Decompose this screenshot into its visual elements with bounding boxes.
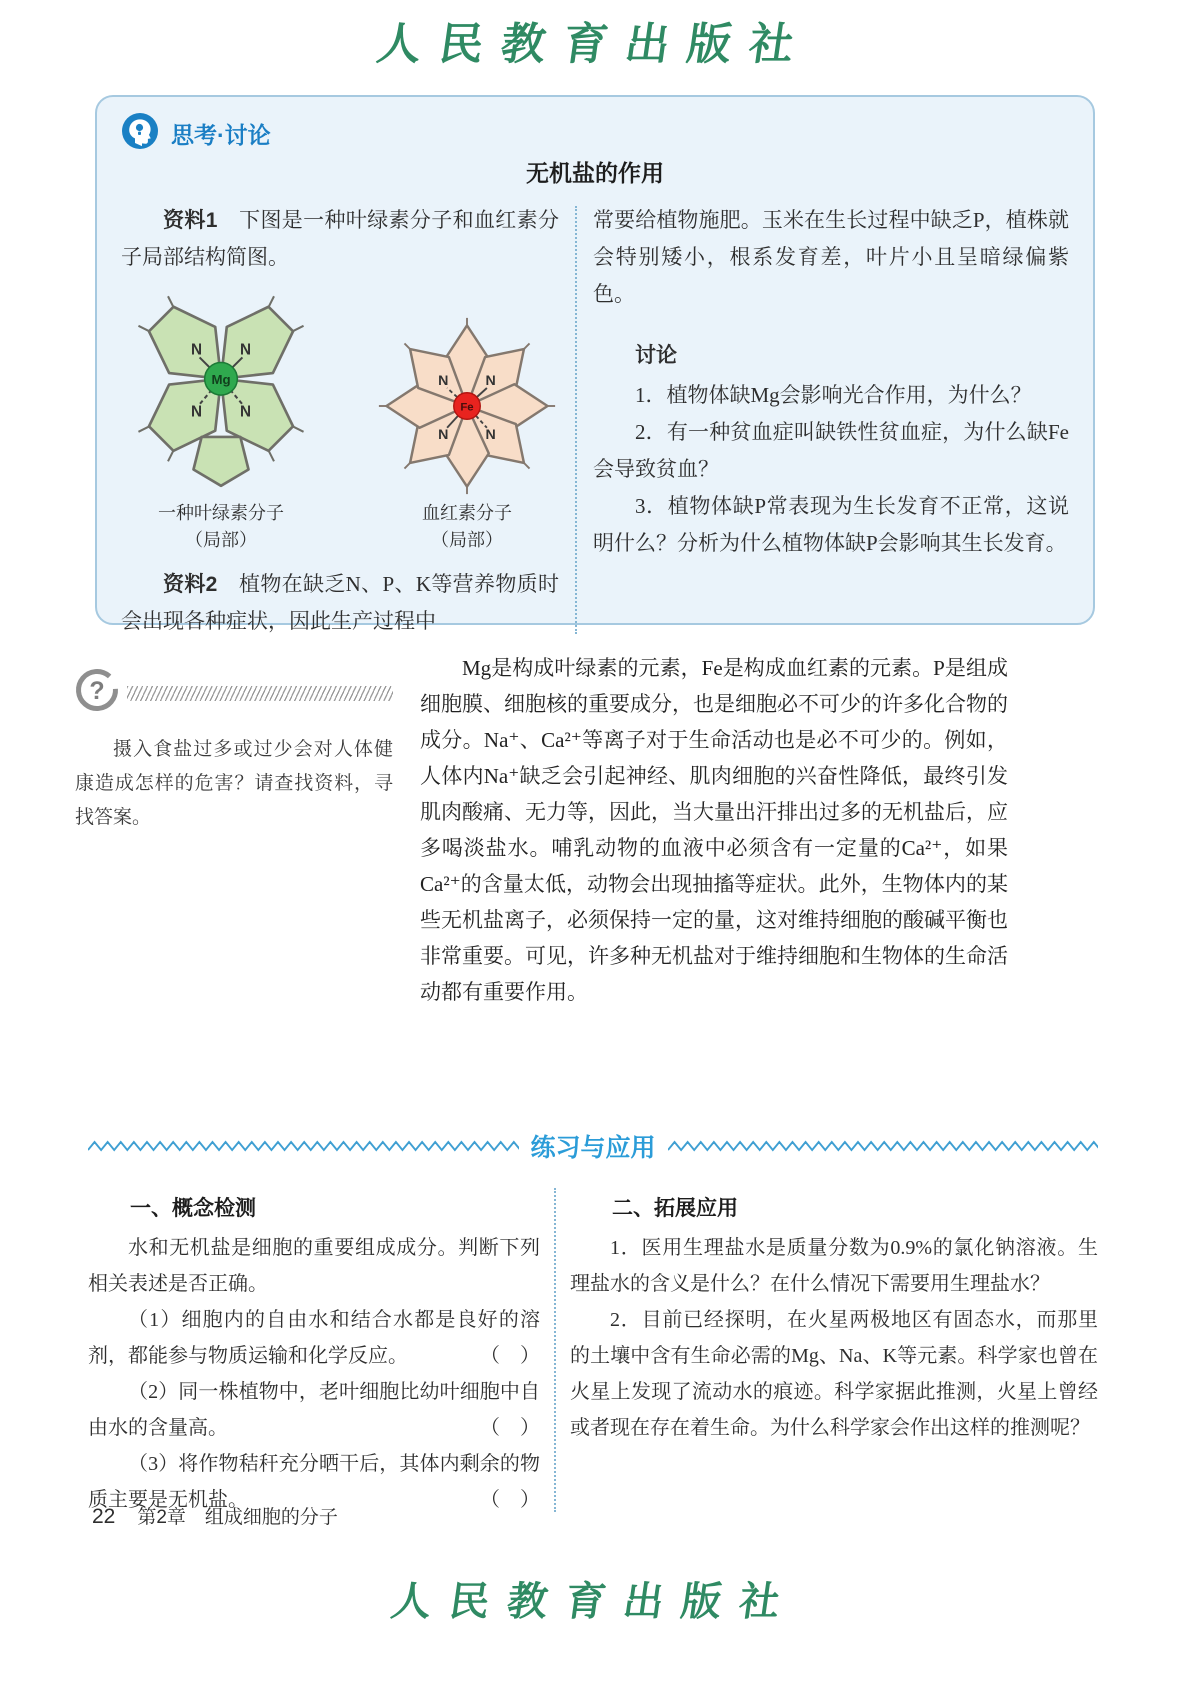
publisher-logo-bottom: 人民教育出版社	[388, 1578, 801, 1625]
question-mark-icon	[75, 668, 119, 717]
publisher-logo-top: 人民教育出版社	[373, 19, 815, 70]
concept-check-column	[88, 1182, 540, 1518]
concept-check-intro: 水和无机盐是细胞的重要组成成分。判断下列相关表述是否正确。	[88, 1237, 540, 1295]
side-query-block	[75, 668, 393, 835]
hatch-rule	[127, 686, 393, 701]
extension-item-2: 2．目前已经探明，在火星两极地区有固态水，而那里的土壤中含有生命必需的Mg、Na、K等元素。科学家也曾在火星上发现了流动水的痕迹。科学家据此推测，火星上曾经或者现在存在着生命。为什么科学家会作出这样的推测呢？	[570, 1309, 1098, 1439]
extension-item-1: 1．医用生理盐水是质量分数为0.9%的氯化钠溶液。生理盐水的含义是什么？在什么情况下需要用生理盐水？	[570, 1237, 1098, 1295]
discussion-question-2: 2．有一种贫血症叫缺铁性贫血症，为什么缺Fe会导致贫血？	[593, 420, 1069, 481]
concept-check-item-3: （3）将作物秸秆充分晒干后，其体内剩余的物质主要是无机盐。 （ ）	[88, 1446, 540, 1518]
n-atom-label: N	[485, 427, 496, 444]
material2-label: 资料2	[163, 573, 218, 596]
n-atom-label: N	[485, 373, 496, 390]
main-body-paragraph: Mg是构成叶绿素的元素，Fe是构成血红素的元素。P是组成细胞膜、细胞核的重要成分，也是细胞必不可少的许多化合物的成分。Na⁺、Ca²⁺等离子对于生命活动也是必不可少的。例如，人体内Na⁺缺乏会引起神经、肌肉细胞的兴奋性降低，最终引发肌肉酸痛、无力等，因此，当大量出汗排出过多的无机盐后，应多喝淡盐水。哺乳动物的血液中必须含有一定量的Ca²⁺，如果Ca²⁺的含量太低，动物会出现抽搐等症状。此外，生物体内的某些无机盐离子，必须保持一定的量，这对维持细胞的酸碱平衡也非常重要。可见，许多种无机盐对于维持细胞和生物体的生命活动都有重要作用。	[420, 656, 1008, 1004]
material2-text: 植物在缺乏N、P、K等营养物质时会出现各种症状，因此生产过程中	[121, 572, 559, 633]
discussion-label: 讨论	[635, 344, 677, 367]
answer-blank: （ ）	[480, 1489, 540, 1511]
heme-molecule-figure	[377, 316, 557, 554]
material2-paragraph	[121, 566, 559, 640]
heme-caption: 血红素分子 （局部）	[422, 503, 512, 550]
chlorophyll-structure-drawing	[123, 282, 319, 496]
n-atom-label: N	[239, 341, 251, 359]
think-discuss-badge	[121, 113, 1069, 153]
material1-label: 资料1	[163, 209, 218, 232]
box-right-column	[593, 202, 1069, 640]
box-left-column	[121, 202, 559, 640]
extension-heading: 二、拓展应用	[612, 1197, 738, 1220]
practice-title: 练习与应用	[530, 1134, 656, 1162]
n-atom-label: N	[239, 403, 251, 421]
think-discuss-box	[95, 95, 1095, 633]
concept-check-item-2: （2）同一株植物中，老叶细胞比幼叶细胞中自由水的含量高。 （ ）	[88, 1374, 540, 1446]
discussion-question-3: 3．植物体缺P常表现为生长发育不正常，这说明什么？分析为什么植物体缺P会影响其生长发育。	[593, 494, 1069, 555]
practice-section-header	[88, 1128, 1098, 1164]
discussion-question-1: 1．植物体缺Mg会影响光合作用，为什么？	[635, 383, 1032, 407]
practice-column-divider	[554, 1188, 556, 1512]
concept-check-heading: 一、概念检测	[130, 1197, 256, 1220]
wavy-rule-right	[668, 1138, 1099, 1154]
heme-structure-drawing	[377, 316, 557, 496]
n-atom-label: N	[191, 341, 203, 359]
molecule-figures	[121, 276, 559, 554]
material2-continuation: 常要给植物施肥。玉米在生长过程中缺乏P，植株就会特别矮小，根系发育差，叶片小且呈暗绿偏紫色。	[593, 208, 1069, 306]
n-atom-label: N	[191, 403, 203, 421]
fe-atom-label: Fe	[460, 401, 474, 414]
material1-paragraph	[121, 202, 559, 276]
box-title: 无机盐的作用	[526, 160, 664, 186]
svg-text:?: ?	[89, 677, 105, 705]
practice-columns	[88, 1182, 1098, 1518]
material1-text: 下图是一种叶绿素分子和血红素分子局部结构简图。	[121, 208, 560, 269]
n-atom-label: N	[438, 427, 449, 444]
chapter-title: 第2章 组成细胞的分子	[137, 1507, 338, 1528]
concept-check-item-1: （1）细胞内的自由水和结合水都是良好的溶剂，都能参与物质运输和化学反应。 （ ）	[88, 1302, 540, 1374]
chlorophyll-caption: 一种叶绿素分子 （局部）	[158, 503, 284, 550]
page-footer	[92, 1502, 338, 1529]
box-column-divider	[575, 206, 577, 634]
extension-column	[570, 1182, 1098, 1518]
page-number: 22	[92, 1505, 116, 1528]
side-query-text: 摄入食盐过多或过少会对人体健康造成怎样的危害？请查找资料，寻找答案。	[75, 739, 393, 828]
mg-atom-label: Mg	[211, 371, 231, 387]
wavy-rule-left	[88, 1138, 519, 1154]
think-discuss-icon	[121, 112, 159, 155]
think-discuss-label: 思考·讨论	[171, 121, 271, 148]
n-atom-label: N	[438, 373, 449, 390]
chlorophyll-molecule-figure	[123, 282, 319, 554]
answer-blank: （ ）	[480, 1417, 540, 1439]
answer-blank: （ ）	[480, 1345, 540, 1367]
